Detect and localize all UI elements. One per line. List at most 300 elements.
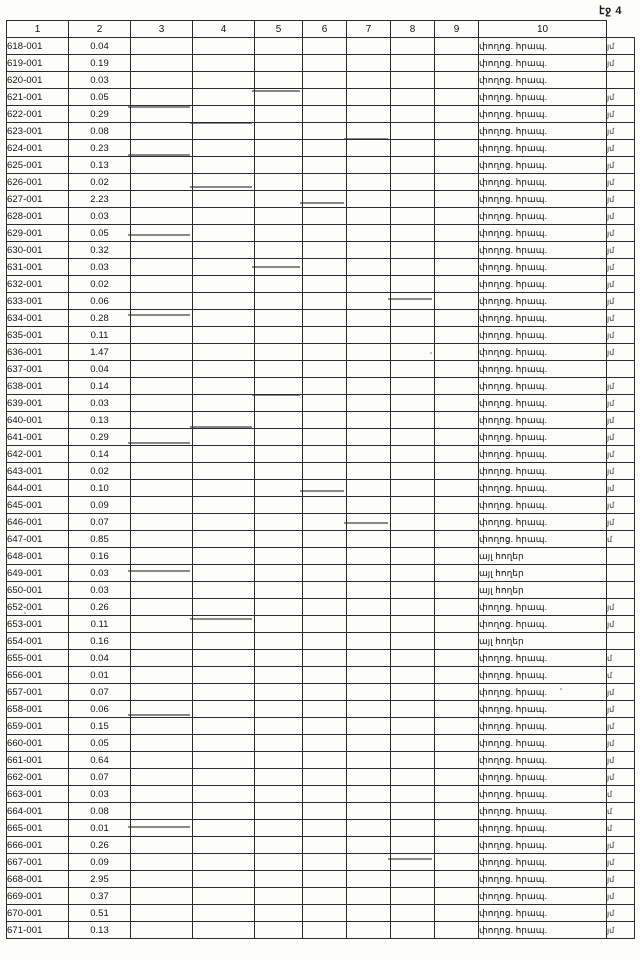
cell-parcel-code: 619-001 xyxy=(7,55,69,72)
cell-empty-col-3 xyxy=(131,55,193,72)
cell-empty-col-4 xyxy=(193,429,255,446)
cell-empty-col-5 xyxy=(255,38,303,55)
cell-empty-col-7 xyxy=(347,769,391,786)
cell-empty-col-8 xyxy=(391,922,435,939)
cell-empty-col-8 xyxy=(391,820,435,837)
table-row xyxy=(7,191,635,208)
cell-margin-note xyxy=(607,548,635,565)
cell-empty-col-6 xyxy=(303,429,347,446)
cell-empty-col-4 xyxy=(193,310,255,327)
cell-area-value: 0.51 xyxy=(69,905,131,922)
cell-empty-col-8 xyxy=(391,378,435,395)
cell-empty-col-4 xyxy=(193,922,255,939)
cell-margin-note: յմ xyxy=(607,310,635,327)
cell-empty-col-7 xyxy=(347,888,391,905)
cell-parcel-code: 671-001 xyxy=(7,922,69,939)
table-row xyxy=(7,854,635,871)
cell-empty-col-4 xyxy=(193,718,255,735)
cell-empty-col-4 xyxy=(193,701,255,718)
cell-empty-col-8 xyxy=(391,412,435,429)
cell-land-type: փողոց. հրապ. xyxy=(479,72,607,89)
cell-land-type: փողոց. հրապ. xyxy=(479,395,607,412)
cell-land-type: փողոց. հրապ. xyxy=(479,55,607,72)
cell-area-value: 0.03 xyxy=(69,259,131,276)
cell-empty-col-9 xyxy=(435,514,479,531)
cell-empty-col-8 xyxy=(391,735,435,752)
cell-empty-col-8 xyxy=(391,208,435,225)
cell-area-value: 0.14 xyxy=(69,378,131,395)
cell-margin-note: յմ xyxy=(607,922,635,939)
cell-land-type: փողոց. հրապ. xyxy=(479,684,607,701)
cell-area-value: 0.07 xyxy=(69,684,131,701)
cell-empty-col-7 xyxy=(347,803,391,820)
cell-empty-col-3 xyxy=(131,888,193,905)
cell-empty-col-6 xyxy=(303,327,347,344)
cell-empty-col-9 xyxy=(435,191,479,208)
cell-empty-col-4 xyxy=(193,395,255,412)
cell-empty-col-3 xyxy=(131,701,193,718)
cell-margin-note: յմ xyxy=(607,225,635,242)
cell-margin-note: յմ xyxy=(607,344,635,361)
cell-land-type: փողոց. հրապ. xyxy=(479,769,607,786)
table-body xyxy=(7,38,635,939)
cell-land-type: փողոց. հրապ. xyxy=(479,157,607,174)
cell-empty-col-3 xyxy=(131,106,193,123)
cell-empty-col-4 xyxy=(193,854,255,871)
cell-margin-note: յմ xyxy=(607,429,635,446)
cell-margin-note: յմ xyxy=(607,395,635,412)
cell-empty-col-4 xyxy=(193,820,255,837)
cell-margin-note: յմ xyxy=(607,259,635,276)
cell-empty-col-9 xyxy=(435,633,479,650)
cell-empty-col-6 xyxy=(303,497,347,514)
cell-empty-col-4 xyxy=(193,140,255,157)
cell-land-type: փողոց. հրապ. xyxy=(479,174,607,191)
cell-margin-note: յմ xyxy=(607,837,635,854)
cell-empty-col-4 xyxy=(193,633,255,650)
table-row xyxy=(7,701,635,718)
cell-parcel-code: 661-001 xyxy=(7,752,69,769)
cell-empty-col-9 xyxy=(435,208,479,225)
cell-margin-note: յմ xyxy=(607,242,635,259)
cell-margin-note: յմ xyxy=(607,276,635,293)
cell-area-value: 0.26 xyxy=(69,599,131,616)
cell-empty-col-5 xyxy=(255,650,303,667)
cell-empty-col-9 xyxy=(435,786,479,803)
cell-empty-col-4 xyxy=(193,871,255,888)
cell-empty-col-4 xyxy=(193,446,255,463)
cell-empty-col-3 xyxy=(131,429,193,446)
cell-parcel-code: 653-001 xyxy=(7,616,69,633)
cell-empty-col-4 xyxy=(193,327,255,344)
cell-parcel-code: 623-001 xyxy=(7,123,69,140)
cell-empty-col-3 xyxy=(131,463,193,480)
cell-parcel-code: 667-001 xyxy=(7,854,69,871)
cell-land-type: փողոց. հրապ. xyxy=(479,446,607,463)
cell-margin-note: յմ xyxy=(607,463,635,480)
cell-empty-col-6 xyxy=(303,565,347,582)
cell-empty-col-6 xyxy=(303,395,347,412)
cell-empty-col-8 xyxy=(391,633,435,650)
column-header-7: 7 xyxy=(347,21,391,38)
cell-empty-col-8 xyxy=(391,446,435,463)
cell-land-type: փողոց. հրապ. xyxy=(479,225,607,242)
cell-margin-note xyxy=(607,361,635,378)
cell-empty-col-9 xyxy=(435,599,479,616)
cell-area-value: 0.06 xyxy=(69,701,131,718)
cell-empty-col-9 xyxy=(435,650,479,667)
cell-empty-col-3 xyxy=(131,395,193,412)
table-row xyxy=(7,242,635,259)
cell-parcel-code: 664-001 xyxy=(7,803,69,820)
cell-empty-col-7 xyxy=(347,55,391,72)
cell-empty-col-9 xyxy=(435,344,479,361)
cell-margin-note: յմ xyxy=(607,905,635,922)
cell-parcel-code: 665-001 xyxy=(7,820,69,837)
table-row xyxy=(7,446,635,463)
cell-margin-note xyxy=(607,72,635,89)
cell-parcel-code: 649-001 xyxy=(7,565,69,582)
column-header-6: 6 xyxy=(303,21,347,38)
cell-margin-note: յմ xyxy=(607,701,635,718)
cell-empty-col-5 xyxy=(255,633,303,650)
cell-margin-note xyxy=(607,633,635,650)
cell-empty-col-7 xyxy=(347,854,391,871)
cell-empty-col-9 xyxy=(435,55,479,72)
cell-empty-col-4 xyxy=(193,463,255,480)
cell-land-type: փողոց. հրապ. xyxy=(479,735,607,752)
cell-empty-col-4 xyxy=(193,905,255,922)
cell-empty-col-8 xyxy=(391,701,435,718)
cell-margin-note: յմ xyxy=(607,123,635,140)
table-row xyxy=(7,208,635,225)
cell-empty-col-6 xyxy=(303,684,347,701)
cell-empty-col-5 xyxy=(255,514,303,531)
table-row xyxy=(7,259,635,276)
cell-empty-col-4 xyxy=(193,174,255,191)
cell-empty-col-6 xyxy=(303,174,347,191)
cell-margin-note: յմ xyxy=(607,752,635,769)
cell-empty-col-4 xyxy=(193,55,255,72)
cell-parcel-code: 642-001 xyxy=(7,446,69,463)
cell-empty-col-8 xyxy=(391,395,435,412)
cell-land-type: փողոց. հրապ. xyxy=(479,361,607,378)
cell-empty-col-5 xyxy=(255,718,303,735)
table-header-row xyxy=(7,21,635,38)
table-row xyxy=(7,89,635,106)
cell-empty-col-7 xyxy=(347,191,391,208)
cell-empty-col-9 xyxy=(435,752,479,769)
column-header-10: 10 xyxy=(479,21,607,38)
cell-empty-col-3 xyxy=(131,293,193,310)
cell-empty-col-5 xyxy=(255,378,303,395)
cell-empty-col-7 xyxy=(347,140,391,157)
cell-area-value: 0.05 xyxy=(69,735,131,752)
cell-empty-col-9 xyxy=(435,837,479,854)
cell-land-type: փողոց. հրապ. xyxy=(479,701,607,718)
cell-land-type: փողոց. հրապ. xyxy=(479,837,607,854)
cell-empty-col-8 xyxy=(391,905,435,922)
cell-empty-col-8 xyxy=(391,531,435,548)
table-row xyxy=(7,582,635,599)
cell-empty-col-8 xyxy=(391,854,435,871)
cell-empty-col-7 xyxy=(347,633,391,650)
cell-empty-col-7 xyxy=(347,582,391,599)
cell-empty-col-4 xyxy=(193,293,255,310)
cell-margin-note: յմ xyxy=(607,191,635,208)
cell-land-type: փողոց. հրապ. xyxy=(479,667,607,684)
cell-parcel-code: 634-001 xyxy=(7,310,69,327)
cell-empty-col-6 xyxy=(303,38,347,55)
cell-area-value: 0.13 xyxy=(69,922,131,939)
table-row xyxy=(7,616,635,633)
cell-parcel-code: 652-001 xyxy=(7,599,69,616)
cell-empty-col-8 xyxy=(391,310,435,327)
table-row xyxy=(7,344,635,361)
cell-empty-col-9 xyxy=(435,140,479,157)
cell-empty-col-3 xyxy=(131,616,193,633)
cell-empty-col-3 xyxy=(131,650,193,667)
cell-empty-col-9 xyxy=(435,565,479,582)
cell-area-value: 0.19 xyxy=(69,55,131,72)
cell-area-value: 0.29 xyxy=(69,429,131,446)
cell-empty-col-7 xyxy=(347,327,391,344)
cell-empty-col-7 xyxy=(347,310,391,327)
land-registry-table-container xyxy=(6,20,634,939)
table-row xyxy=(7,276,635,293)
cell-empty-col-6 xyxy=(303,905,347,922)
cell-margin-note: յմ xyxy=(607,140,635,157)
cell-parcel-code: 635-001 xyxy=(7,327,69,344)
cell-empty-col-4 xyxy=(193,769,255,786)
cell-empty-col-8 xyxy=(391,89,435,106)
cell-empty-col-7 xyxy=(347,378,391,395)
cell-empty-col-5 xyxy=(255,327,303,344)
cell-empty-col-3 xyxy=(131,259,193,276)
cell-parcel-code: 627-001 xyxy=(7,191,69,208)
cell-empty-col-4 xyxy=(193,191,255,208)
cell-parcel-code: 657-001 xyxy=(7,684,69,701)
cell-land-type: փողոց. հրապ. xyxy=(479,191,607,208)
cell-land-type: փողոց. հրապ. xyxy=(479,38,607,55)
cell-margin-note: մ xyxy=(607,820,635,837)
table-row xyxy=(7,684,635,701)
cell-empty-col-3 xyxy=(131,531,193,548)
cell-empty-col-5 xyxy=(255,582,303,599)
cell-land-type: փողոց. հրապ. xyxy=(479,310,607,327)
table-row xyxy=(7,667,635,684)
cell-empty-col-5 xyxy=(255,89,303,106)
cell-area-value: 0.06 xyxy=(69,293,131,310)
cell-area-value: 0.02 xyxy=(69,174,131,191)
column-header-9: 9 xyxy=(435,21,479,38)
cell-empty-col-8 xyxy=(391,191,435,208)
cell-empty-col-9 xyxy=(435,463,479,480)
cell-area-value: 0.03 xyxy=(69,582,131,599)
table-row xyxy=(7,718,635,735)
cell-parcel-code: 620-001 xyxy=(7,72,69,89)
cell-empty-col-3 xyxy=(131,276,193,293)
cell-empty-col-5 xyxy=(255,701,303,718)
cell-empty-col-7 xyxy=(347,225,391,242)
cell-area-value: 2.95 xyxy=(69,871,131,888)
cell-area-value: 2.23 xyxy=(69,191,131,208)
cell-empty-col-8 xyxy=(391,327,435,344)
cell-margin-note: յմ xyxy=(607,174,635,191)
cell-empty-col-9 xyxy=(435,922,479,939)
cell-empty-col-7 xyxy=(347,701,391,718)
cell-empty-col-9 xyxy=(435,259,479,276)
cell-empty-col-8 xyxy=(391,497,435,514)
cell-empty-col-3 xyxy=(131,684,193,701)
cell-empty-col-5 xyxy=(255,344,303,361)
cell-area-value: 0.11 xyxy=(69,327,131,344)
cell-margin-note: յմ xyxy=(607,735,635,752)
cell-parcel-code: 622-001 xyxy=(7,106,69,123)
cell-empty-col-8 xyxy=(391,174,435,191)
cell-parcel-code: 626-001 xyxy=(7,174,69,191)
cell-empty-col-6 xyxy=(303,157,347,174)
cell-empty-col-7 xyxy=(347,123,391,140)
cell-empty-col-8 xyxy=(391,140,435,157)
cell-land-type: փողոց. հրապ. xyxy=(479,650,607,667)
cell-area-value: 0.03 xyxy=(69,786,131,803)
table-row xyxy=(7,888,635,905)
cell-empty-col-5 xyxy=(255,616,303,633)
cell-empty-col-5 xyxy=(255,259,303,276)
cell-empty-col-4 xyxy=(193,548,255,565)
cell-area-value: 0.85 xyxy=(69,531,131,548)
cell-land-type: այլ հողեր xyxy=(479,582,607,599)
cell-empty-col-8 xyxy=(391,565,435,582)
cell-land-type: այլ հողեր xyxy=(479,633,607,650)
cell-margin-note: յմ xyxy=(607,89,635,106)
cell-empty-col-5 xyxy=(255,820,303,837)
cell-empty-col-6 xyxy=(303,72,347,89)
table-row xyxy=(7,650,635,667)
cell-empty-col-7 xyxy=(347,616,391,633)
cell-empty-col-6 xyxy=(303,803,347,820)
cell-empty-col-3 xyxy=(131,123,193,140)
cell-empty-col-4 xyxy=(193,106,255,123)
cell-land-type: փողոց. հրապ. xyxy=(479,106,607,123)
cell-parcel-code: 669-001 xyxy=(7,888,69,905)
cell-area-value: 0.08 xyxy=(69,123,131,140)
cell-empty-col-5 xyxy=(255,429,303,446)
cell-margin-note: յմ xyxy=(607,599,635,616)
cell-empty-col-9 xyxy=(435,667,479,684)
table-row xyxy=(7,922,635,939)
cell-empty-col-9 xyxy=(435,242,479,259)
cell-empty-col-8 xyxy=(391,871,435,888)
cell-empty-col-7 xyxy=(347,531,391,548)
cell-area-value: 0.28 xyxy=(69,310,131,327)
cell-parcel-code: 639-001 xyxy=(7,395,69,412)
cell-parcel-code: 650-001 xyxy=(7,582,69,599)
cell-margin-note: յմ xyxy=(607,497,635,514)
cell-area-value: 0.13 xyxy=(69,157,131,174)
cell-empty-col-7 xyxy=(347,429,391,446)
cell-area-value: 0.11 xyxy=(69,616,131,633)
column-header-2: 2 xyxy=(69,21,131,38)
cell-area-value: 0.03 xyxy=(69,208,131,225)
cell-area-value: 0.04 xyxy=(69,361,131,378)
cell-empty-col-9 xyxy=(435,361,479,378)
cell-empty-col-3 xyxy=(131,599,193,616)
cell-empty-col-5 xyxy=(255,531,303,548)
cell-empty-col-5 xyxy=(255,480,303,497)
cell-empty-col-9 xyxy=(435,446,479,463)
cell-empty-col-3 xyxy=(131,72,193,89)
cell-land-type: փողոց. հրապ. xyxy=(479,429,607,446)
cell-margin-note: յմ xyxy=(607,616,635,633)
cell-land-type: այլ հողեր xyxy=(479,548,607,565)
cell-empty-col-3 xyxy=(131,446,193,463)
cell-empty-col-9 xyxy=(435,72,479,89)
cell-empty-col-9 xyxy=(435,735,479,752)
cell-empty-col-6 xyxy=(303,123,347,140)
cell-empty-col-4 xyxy=(193,837,255,854)
cell-empty-col-6 xyxy=(303,820,347,837)
cell-margin-note: մ xyxy=(607,786,635,803)
cell-empty-col-3 xyxy=(131,208,193,225)
table-row xyxy=(7,361,635,378)
cell-parcel-code: 621-001 xyxy=(7,89,69,106)
cell-empty-col-5 xyxy=(255,446,303,463)
cell-empty-col-3 xyxy=(131,905,193,922)
cell-area-value: 0.10 xyxy=(69,480,131,497)
cell-empty-col-9 xyxy=(435,616,479,633)
cell-empty-col-7 xyxy=(347,259,391,276)
cell-empty-col-9 xyxy=(435,548,479,565)
cell-parcel-code: 656-001 xyxy=(7,667,69,684)
cell-empty-col-5 xyxy=(255,123,303,140)
cell-empty-col-7 xyxy=(347,548,391,565)
cell-empty-col-5 xyxy=(255,854,303,871)
cell-empty-col-7 xyxy=(347,174,391,191)
cell-empty-col-5 xyxy=(255,412,303,429)
cell-parcel-code: 624-001 xyxy=(7,140,69,157)
cell-empty-col-5 xyxy=(255,922,303,939)
cell-parcel-code: 668-001 xyxy=(7,871,69,888)
cell-empty-col-3 xyxy=(131,412,193,429)
cell-parcel-code: 643-001 xyxy=(7,463,69,480)
cell-empty-col-3 xyxy=(131,174,193,191)
table-row xyxy=(7,633,635,650)
cell-empty-col-3 xyxy=(131,225,193,242)
cell-land-type: փողոց. հրապ. xyxy=(479,276,607,293)
cell-empty-col-7 xyxy=(347,752,391,769)
cell-margin-note: յմ xyxy=(607,769,635,786)
cell-empty-col-4 xyxy=(193,208,255,225)
cell-land-type: փողոց. հրապ. xyxy=(479,888,607,905)
table-row xyxy=(7,327,635,344)
cell-empty-col-6 xyxy=(303,633,347,650)
cell-empty-col-6 xyxy=(303,276,347,293)
cell-empty-col-6 xyxy=(303,55,347,72)
cell-empty-col-9 xyxy=(435,820,479,837)
cell-empty-col-9 xyxy=(435,157,479,174)
cell-empty-col-5 xyxy=(255,905,303,922)
cell-parcel-code: 647-001 xyxy=(7,531,69,548)
cell-empty-col-3 xyxy=(131,480,193,497)
cell-empty-col-8 xyxy=(391,599,435,616)
cell-empty-col-9 xyxy=(435,769,479,786)
cell-area-value: 0.64 xyxy=(69,752,131,769)
table-row xyxy=(7,752,635,769)
cell-land-type: փողոց. հրապ. xyxy=(479,803,607,820)
table-row xyxy=(7,497,635,514)
